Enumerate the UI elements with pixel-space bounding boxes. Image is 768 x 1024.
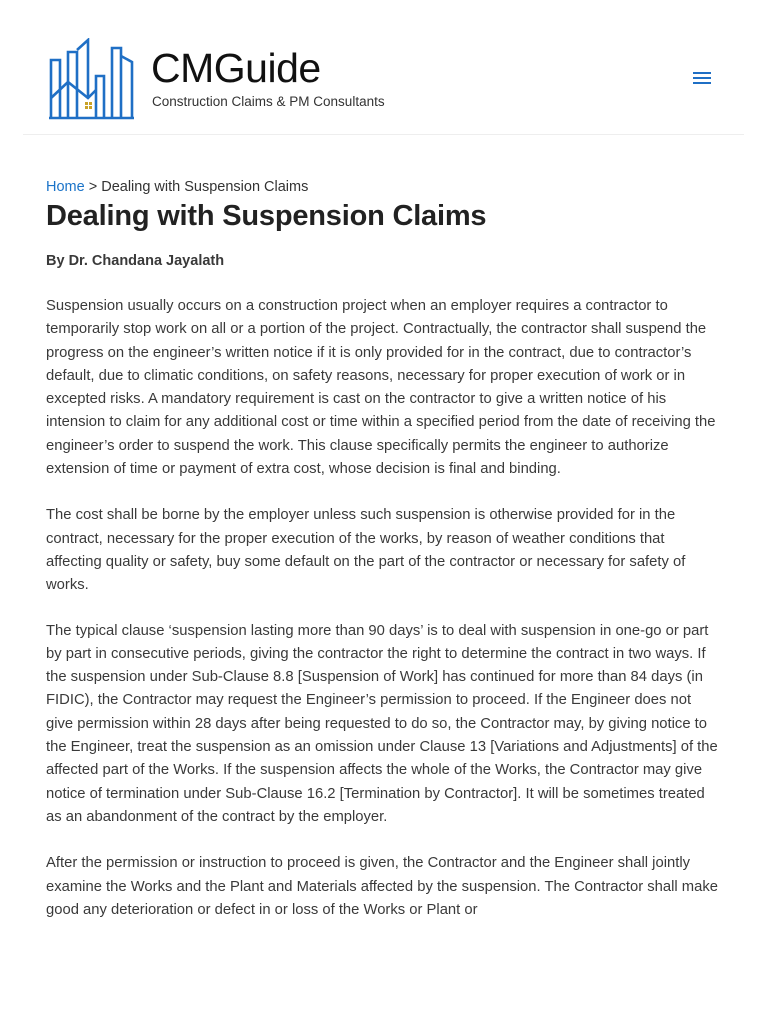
site-title[interactable]: CMGuide: [151, 45, 321, 91]
page-title: Dealing with Suspension Claims: [46, 200, 487, 232]
site-header: [0, 0, 768, 134]
article-byline: By Dr. Chandana Jayalath: [46, 253, 225, 269]
viewport-bottom-edge: [0, 975, 768, 1024]
article-paragraph: Suspension usually occurs on a construction project when an employer requires a contractor to temporarily stop work on all or a portion of the project. Contractually, the contractor shall suspend the progress on the engineer’s written notice if it is only provided for in the contract, due to contractor’s default, due to climatic conditions, on safety reasons, necessary for proper execution of work or in excepted risks. A mandatory requirement is cast on the contractor to give a written notice of his intension to claim for any additional cost or time within a specified period from the date of receiving the engineer’s order to suspend the work. This clause specifically permits the engineer to authorize extension of time or payment of extra cost, whose decision is final and binding.: [46, 298, 716, 478]
menu-toggle-button[interactable]: [686, 62, 718, 94]
site-tagline: Construction Claims & PM Consultants: [152, 94, 385, 109]
breadcrumb: [46, 176, 722, 198]
building-logo-icon[interactable]: [48, 38, 134, 120]
main-content: [46, 176, 722, 922]
hamburger-menu-icon: [693, 71, 711, 85]
header-divider: [23, 134, 744, 135]
article-paragraph: After the permission or instruction to proceed is given, the Contractor and the Engineer shall jointly examine the Works and the Plant and Materials affected by the suspension. The Contractor shall make good any deterioration or defect in or loss of the Works or Plant or: [46, 855, 718, 918]
breadcrumb-current: Dealing with Suspension Claims: [101, 179, 309, 195]
breadcrumb-home-link[interactable]: Home: [46, 179, 85, 195]
article-paragraph: The typical clause ‘suspension lasting more than 90 days’ is to deal with suspension in one-go or part by part in consecutive periods, giving the contractor the right to determine the contract in two ways. If the suspension under Sub-Clause 8.8 [Suspension of Work] has continued for more than 84 days (in FIDIC), the Contractor may request the Engineer’s permission to proceed. If the Engineer does not give permission within 28 days after being requested to do so, the Contractor may, by giving notice to the Engineer, treat the suspension as an omission under Clause 13 [Variations and Adjustments] of the affected part of the Works. If the suspension affects the whole of the Works, the Contractor may give notice of termination under Sub-Clause 16.2 [Termination by Contractor]. It will be sometimes treated as an abandonment of the contract by the employer.: [46, 622, 718, 825]
article-paragraph: The cost shall be borne by the employer unless such suspension is otherwise provided for in the contract, necessary for the proper execution of the works, by reason of weather conditions that affecting quality or safety, buy some default on the part of the contractor or necessary for safety of works.: [46, 507, 686, 594]
breadcrumb-separator: >: [88, 179, 102, 195]
